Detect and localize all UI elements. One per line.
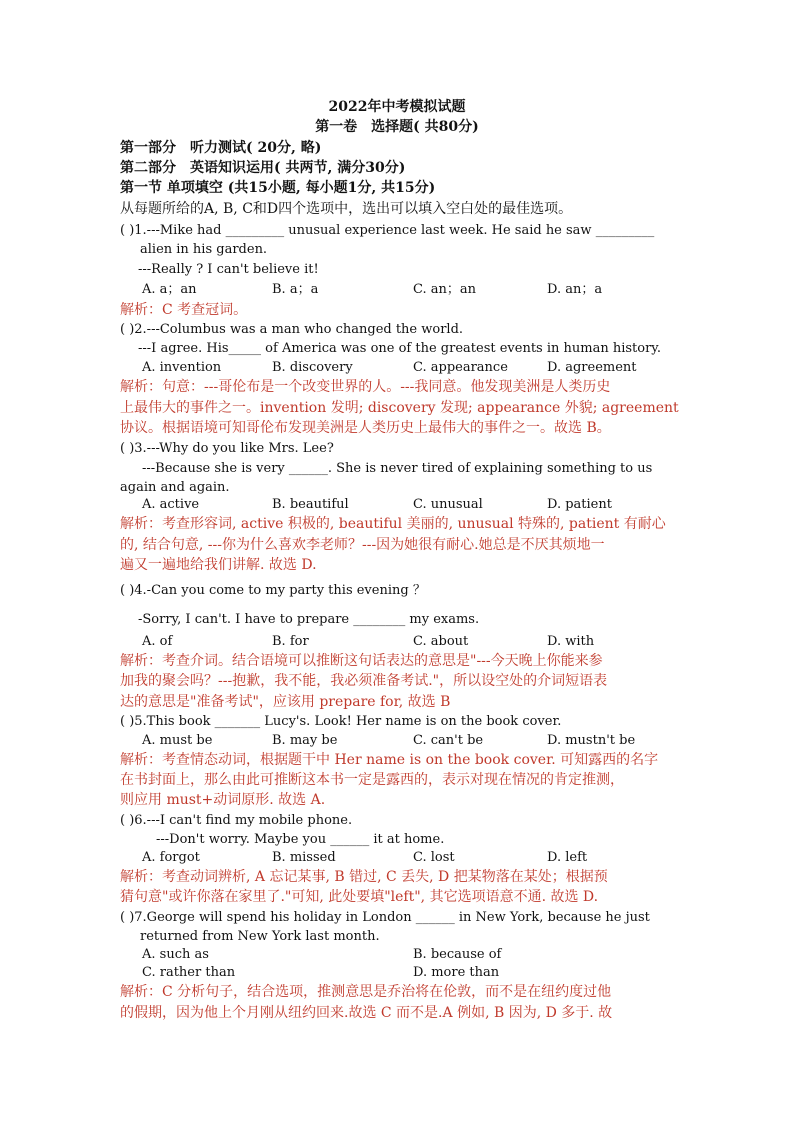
question-1-line1: ( )1.---Mike had _________ unusual experience last week. He said he saw _________ (120, 223, 655, 238)
q5-option-a: A. must be (142, 733, 213, 748)
question-2-line1: ( )2.---Columbus was a man who changed the world. (120, 322, 464, 337)
question-5-line1: ( )5.This book _______ Lucy's. Look! Her name is on the book cover. (120, 714, 562, 729)
q1-option-a: A. a；an (142, 282, 197, 297)
q7-option-c: C. rather than (142, 965, 236, 980)
q1-option-c: C. an；an (413, 282, 476, 297)
q7-answer-line2: 的假期，因为他上个月刚从纽约回来.故选 C 而不是.A 例如, B 因为, D 多于. 故 (120, 1005, 613, 1021)
q2-option-b: B. discovery (272, 360, 353, 375)
q5-answer-line1: 解析：考查情态动词，根据题干中 Her name is on the book cover. 可知露西的名字 (120, 752, 659, 768)
q6-option-d: D. left (547, 850, 588, 865)
q4-option-d: D. with (547, 634, 595, 649)
question-3-line2: ---Because she is very ______. She is never tired of explaining something to us (142, 461, 653, 476)
question-3-line3: again and again. (120, 480, 230, 495)
q2-option-c: C. appearance (413, 360, 508, 375)
q1-answer: 解析：C 考查冠词。 (120, 302, 248, 318)
section1-heading: 第一节 单项填空 (共15小题, 每小题1分, 共15分) (120, 180, 436, 196)
question-1-line2: alien in his garden. (140, 242, 268, 257)
volume-title: 第一卷 选择题( 共80分) (315, 119, 479, 135)
q7-option-b: B. because of (413, 947, 502, 962)
question-4-line2: -Sorry, I can't. I have to prepare ________ my exams. (138, 612, 480, 627)
q4-answer-line2: 加我的聚会吗？---抱歉，我不能，我必须准备考试."，所以设空处的介词短语表 (120, 673, 608, 689)
q5-option-d: D. mustn't be (547, 733, 636, 748)
q1-option-b: B. a；a (272, 282, 319, 297)
q6-option-b: B. missed (272, 850, 336, 865)
q3-answer-line2: 的, 结合句意, ---你为什么喜欢李老师？---因为她很有耐心.她总是不厌其烦地一 (120, 537, 605, 553)
q2-answer-line1: 解析：句意：---哥伦布是一个改变世界的人。---我同意。他发现美洲是人类历史 (120, 379, 611, 395)
q3-answer-line1: 解析：考查形容词, active 积极的, beautiful 美丽的, unusual 特殊的, patient 有耐心 (120, 516, 666, 532)
q7-answer-line1: 解析：C 分析句子，结合选项，推测意思是乔治将在伦敦，而不是在纽约度过他 (120, 984, 612, 1000)
q4-answer-line3: 达的意思是"准备考试"，应该用 prepare for, 故选 B (120, 694, 451, 710)
q3-option-c: C. unusual (413, 497, 483, 512)
question-6-line1: ( )6.---I can't find my mobile phone. (120, 813, 353, 828)
q1-option-d: D. an；a (547, 282, 603, 297)
q3-answer-line3: 遍又一遍地给我们讲解. 故选 D. (120, 557, 317, 573)
part1-heading: 第一部分 听力测试( 20分, 略) (120, 140, 322, 156)
question-6-line2: ---Don't worry. Maybe you ______ it at home. (156, 832, 445, 847)
part2-heading: 第二部分 英语知识运用( 共两节, 满分30分) (120, 160, 406, 176)
q3-option-a: A. active (142, 497, 200, 512)
q6-option-c: C. lost (413, 850, 455, 865)
q3-option-b: B. beautiful (272, 497, 349, 512)
q6-option-a: A. forgot (142, 850, 200, 865)
q2-option-d: D. agreement (547, 360, 637, 375)
q2-answer-line2: 上最伟大的事件之一。invention 发明; discovery 发现; appearance 外貌; agreement (120, 400, 679, 416)
exam-title: 2022年中考模拟试题 (328, 99, 466, 115)
instructions: 从每题所给的A, B, C和D四个选项中，选出可以填入空白处的最佳选项。 (120, 201, 573, 217)
question-1-line3: ---Really ? I can't believe it! (138, 262, 319, 277)
q5-option-c: C. can't be (413, 733, 484, 748)
question-7-line1: ( )7.George will spend his holiday in London ______ in New York, because he just (120, 910, 650, 925)
q7-option-d: D. more than (413, 965, 500, 980)
q4-option-b: B. for (272, 634, 309, 649)
q5-answer-line3: 则应用 must+动词原形. 故选 A. (120, 792, 326, 808)
q2-answer-line3: 协议。根据语境可知哥伦布发现美洲是人类历史上最伟大的事件之一。故选 B。 (120, 420, 611, 436)
q4-option-c: C. about (413, 634, 469, 649)
q2-option-a: A. invention (142, 360, 222, 375)
q6-answer-line1: 解析：考查动词辨析, A 忘记某事, B 错过, C 丢失, D 把某物落在某处；根据预 (120, 869, 608, 885)
q4-answer-line1: 解析：考查介词。结合语境可以推断这句话表达的意思是"---今天晚上你能来参 (120, 653, 603, 669)
q3-option-d: D. patient (547, 497, 612, 512)
q7-option-a: A. such as (142, 947, 209, 962)
question-2-line2: ---I agree. His_____ of America was one of the greatest events in human history. (138, 341, 662, 356)
question-4-line1: ( )4.-Can you come to my party this evening ？ (120, 583, 426, 598)
question-7-line2: returned from New York last month. (140, 929, 380, 944)
q4-option-a: A. of (142, 634, 173, 649)
q6-answer-line2: 猜句意"或许你落在家里了."可知, 此处要填"left", 其它选项语意不通. 故选 D. (120, 889, 599, 905)
q5-option-b: B. may be (272, 733, 338, 748)
q5-answer-line2: 在书封面上，那么由此可推断这本书一定是露西的，表示对现在情况的肯定推测， (120, 772, 624, 788)
question-3-line1: ( )3.---Why do you like Mrs. Lee? (120, 441, 334, 456)
